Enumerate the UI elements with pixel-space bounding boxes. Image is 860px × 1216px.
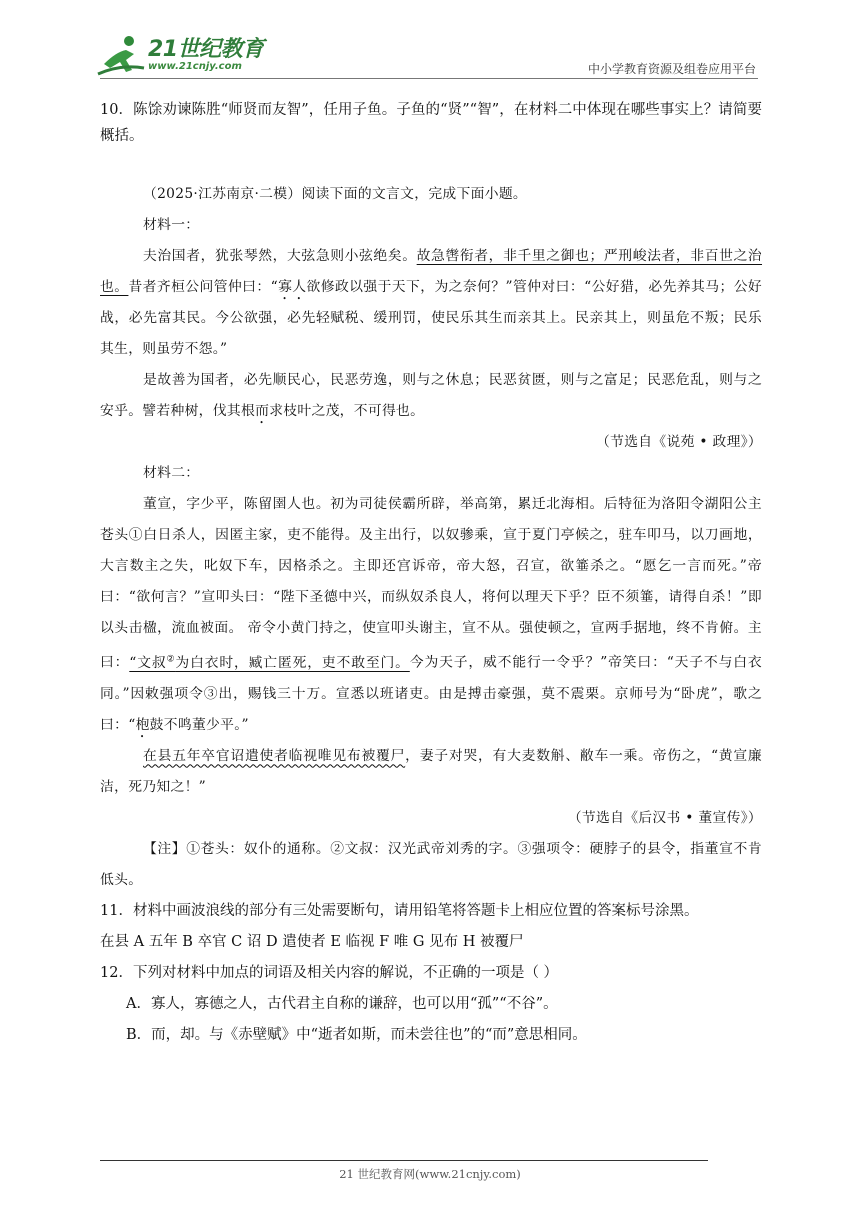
- logo-url: www.21cnjy.com: [148, 61, 242, 72]
- header-divider: [100, 78, 758, 79]
- document-body: [100, 97, 762, 1051]
- dotted-word: 而: [255, 403, 270, 419]
- dotted-word: 寡人: [277, 279, 307, 295]
- question-12-option-b: B．而，却。与《赤壁赋》中“逝者如斯，而未尝往也”的“而”意思相同。: [126, 1026, 587, 1043]
- underlined-sentence: “文叔②为白衣时，臧亡匿死，吏不敢至门。: [129, 654, 410, 671]
- material-2-source: （节选自《后汉书 • 董宣传》）: [567, 809, 762, 826]
- page-header: [0, 0, 860, 82]
- logo: [96, 34, 271, 80]
- question-12: 12．下列对材料中加点的词语及相关内容的解说，不正确的一项是（ ）: [100, 964, 559, 981]
- material-2-para-2: 在县五年卒官诏遣使者临视唯见布被覆尸，妻子对哭，有大麦数斛、敝车一乘。帝伤之，“黄宣廉洁，死乃知之！”: [100, 747, 762, 795]
- logo-wordmark: 21世纪教育: [148, 37, 264, 62]
- material-1-label: 材料一：: [143, 217, 200, 233]
- question-12-option-a: A．寡人，寡德之人，古代君主自称的谦辞，也可以用“孤”“不谷”。: [126, 995, 558, 1012]
- annotation-note: 【注】①苍头：奴仆的通称。②文叔：汉光武帝刘秀的字。③强项令：硬脖子的县令，指董宣不肯低头。: [100, 840, 762, 888]
- material-2-para-1: 董宣，字少平，陈留圉人也。初为司徒侯霸所辟，举高第，累迁北海相。后特征为洛阳令湖阳公主苍头①白日杀人，因匿主家，吏不能得。及主出行，以奴骖乘，宣于夏门亭候之，驻车叩马，以刀画地，大言数主之失，叱奴下车，因格杀之。主即还宫诉帝，帝大怒，召宣，欲箠杀之。“愿乞一言而死。”帝曰：“欲何言？”宣叩头曰：“陛下圣德中兴，而纵奴杀良人，将何以理天下乎？臣不须箠，请得自杀！”即以头击楹，流血被面。 帝令小黄门持之，使宣叩头谢主，宣不从。强使顿之，宣两手据地，终不肯俯。主曰：“文叔②为白衣时，臧亡匿死，吏不敢至门。今为天子，威不能行一令乎？”帝笑曰：“天子不与白衣同。”因敕强项令③出，赐钱三十万。宣悉以班诸吏。由是搏击豪强，莫不震栗。京师号为“卧虎”，歌之曰：“枹鼓不鸣董少平。”: [100, 496, 762, 733]
- material-2-label: 材料二：: [143, 465, 200, 481]
- material-1-para-2: 是故善为国者，必先顺民心，民恶劳逸，则与之休息；民恶贫匮，则与之富足；民恶危乱，则与之安乎。譬若种树，伐其根而求枝叶之茂，不可得也。: [100, 372, 762, 419]
- platform-name: 中小学教育资源及组卷应用平台: [587, 62, 756, 76]
- material-1-para-1: 夫治国者，犹张琴然，大弦急则小弦绝矣。故急辔衔者，非千里之御也；严刑峻法者，非百世之治也。昔者齐桓公问管仲曰：“寡人欲修政以强于天下，为之奈何？”管仲对曰：“公好猎，必先养其马；公好战，必先富其民。今公欲强，必先轻赋税、缓刑罚，使民乐其生而亲其上。民亲其上，则虽危不叛；民乐其生，则虽劳不怨。”: [100, 248, 763, 357]
- question-11: 11．材料中画波浪线的部分有三处需要断句，请用铅笔将答题卡上相应位置的答案标号涂黑。: [100, 902, 699, 919]
- question-11-options: 在县 A 五年 B 卒官 C 诏 D 遣使者 E 临视 F 唯 G 见布 H 被覆尸: [100, 933, 524, 950]
- dotted-word: 枹: [135, 716, 150, 733]
- page-footer: 21 世纪教育网(www.21cnjy.com): [339, 1167, 521, 1181]
- footer-divider: [100, 1160, 708, 1161]
- runner-logo-icon: [96, 34, 146, 78]
- wavy-underlined-sentence: 在县五年卒官诏遣使者临视唯见布被覆尸: [143, 747, 406, 764]
- question-10: 10．陈馀劝谏陈胜“师贤而友智”，任用子鱼。子鱼的“贤”“智”，在材料二中体现在哪些事实上？请简要概括。: [100, 102, 762, 144]
- passage-intro: （2025·江苏南京·二模）阅读下面的文言文，完成下面小题。: [143, 186, 528, 202]
- underlined-sentence: 故急辔衔者，非千里之御也；严刑峻法者，非百世之治也。: [100, 248, 763, 295]
- material-1-source: （节选自《说苑 • 政理》）: [596, 434, 762, 450]
